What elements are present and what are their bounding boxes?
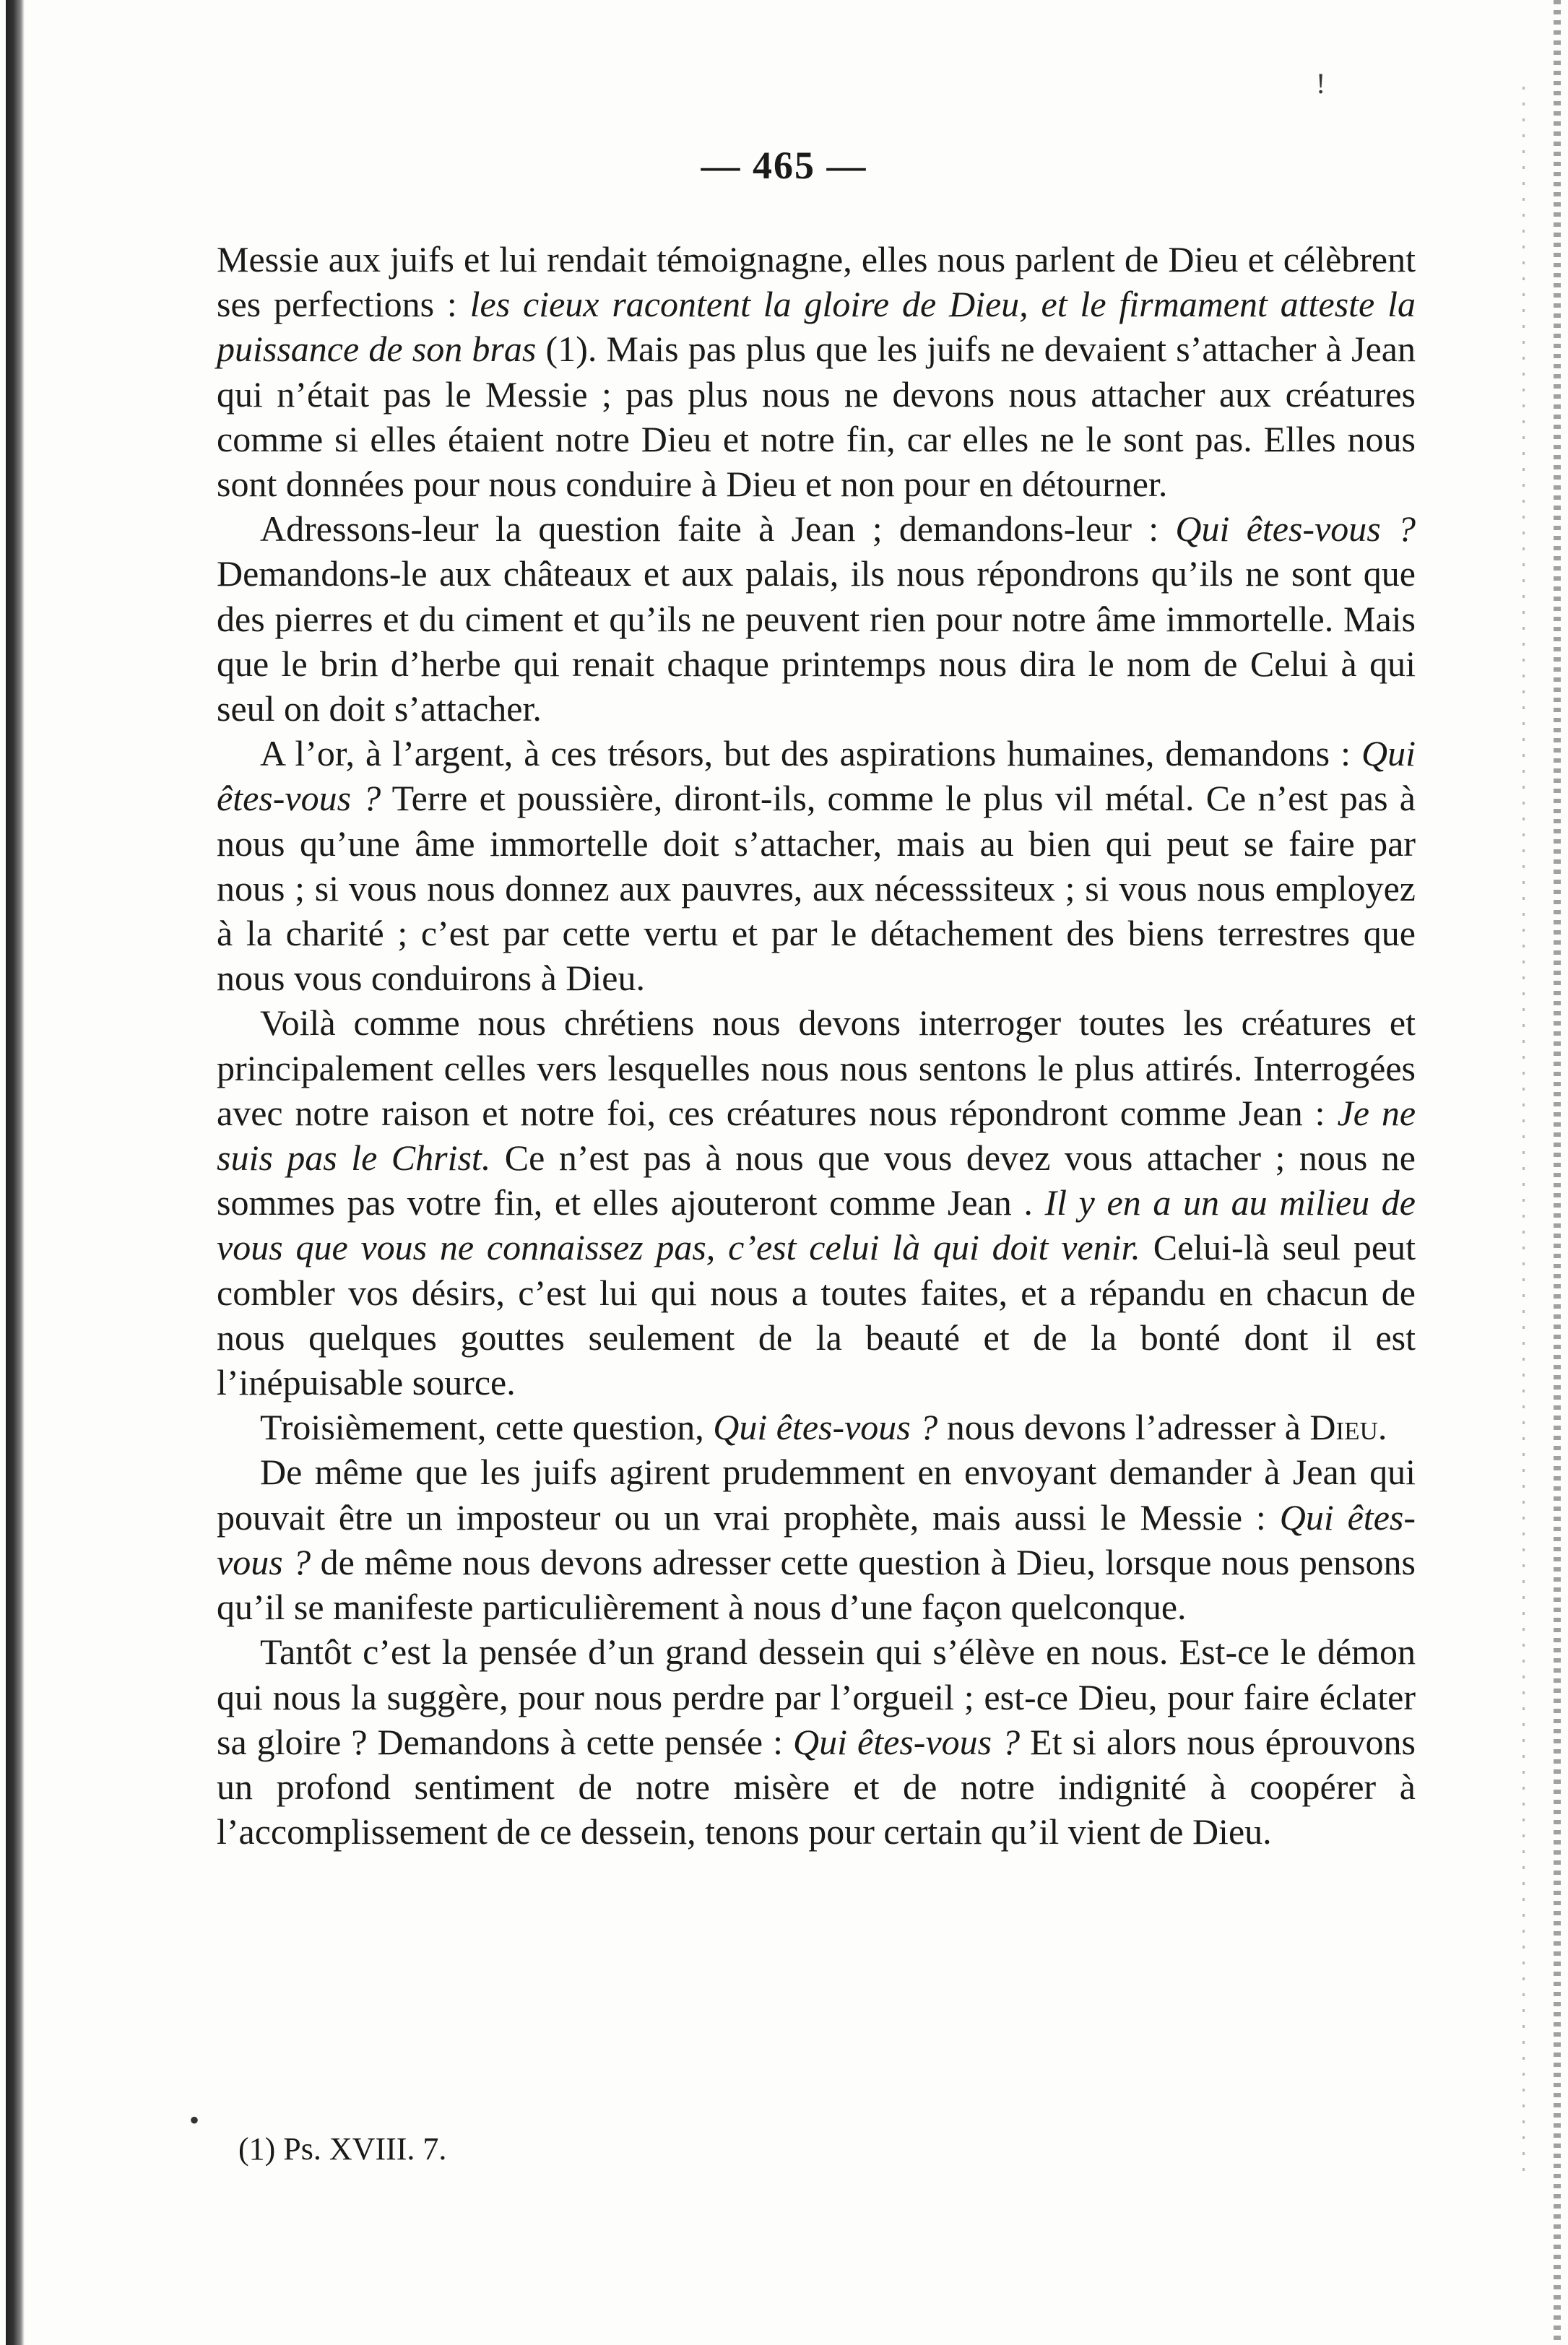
- page-number: — 465 —: [701, 144, 867, 187]
- paragraph: [217, 1000, 1416, 1405]
- paragraph: [217, 1405, 1416, 1449]
- italic-quote: Qui êtes-vous ?: [217, 733, 1416, 819]
- text-run: (1). Mais pas plus que les juifs ne devaient s’attacher à Jean qui n’était pas le Messie ; pas plus nous ne devons nous attacher aux créatures comme si elles étaient notre Dieu et notre fin, car elles ne le sont pas. Elles nous sont données pour nous conduire à Dieu et non pour en détourner.: [217, 329, 1416, 505]
- binding-edge-right: [1554, 0, 1561, 2345]
- text-run: Et si alors nous éprouvons un profond sentiment de notre misère et de notre indignité à coopérer à l’accomplissement de ce dessein, tenons pour certain qu’il vient de Dieu.: [217, 1721, 1416, 1852]
- text-run: Demandons-le aux châteaux et aux palais, ils nous répondrons qu’ils ne sont que des pierres et du ciment et qu’ils ne peuvent rien pour notre âme immortelle. Mais que le brin d’herbe qui renait chaque printemps nous dira le nom de Celui à qui seul on doit s’attacher.: [217, 553, 1416, 729]
- text-run: Tantôt c’est la pensée d’un grand dessein qui s’élève en nous. Est-ce le démon qui nous la suggère, pour nous perdre par l’orgueil ; est-ce Dieu, pour faire éclater sa gloire ? Demandons à cette pensée :: [217, 1631, 1416, 1762]
- text-run: Voilà comme nous chrétiens nous devons interroger toutes les créatures et principalement celles vers lesquelles nous nous sentons le plus attirés. Interrogées avec notre raison et notre foi, ces créatures nous répondront comme Jean :: [217, 1002, 1416, 1133]
- footnote: (1) Ps. XVIII. 7.: [238, 2131, 447, 2167]
- text-run: Adressons-leur la question faite à Jean ; demandons-leur :: [260, 508, 1176, 550]
- italic-quote: Qui êtes-vous ?: [1175, 508, 1416, 550]
- stray-dot: •: [189, 2104, 200, 2136]
- paragraph: [217, 237, 1416, 506]
- text-run: De même que les juifs agirent prudemment en envoyant demander à Jean qui pouvait être un imposteur ou un vrai prophète, mais aussi le Messie :: [217, 1452, 1416, 1538]
- italic-quote: Qui êtes-vous ?: [217, 1496, 1416, 1582]
- italic-quote: les cieux racontent la gloire de Dieu, et le firmament atteste la puissance de son bras: [217, 284, 1416, 370]
- body-text: [217, 237, 1416, 1854]
- text-run: Ce n’est pas à nous que vous devez vous attacher ; nous ne sommes pas votre fin, et elles ajouteront comme Jean .: [217, 1137, 1416, 1223]
- paragraph: [217, 731, 1416, 1000]
- text-run: de même nous devons adresser cette question à Dieu, lorsque nous pensons qu’il se manifeste particulièrement à nous d’une façon quelconque.: [217, 1541, 1416, 1628]
- small-caps-word: Dieu: [1309, 1407, 1378, 1448]
- text-run: .: [1377, 1407, 1387, 1448]
- paragraph: [217, 1449, 1416, 1629]
- page-edge-marks: [1522, 87, 1525, 2181]
- binding-edge-left: [6, 0, 25, 2345]
- text-run: Celui-là seul peut combler vos désirs, c’est lui qui nous a toutes faites, et a répandu en chacun de nous quelques gouttes seulement de la beauté et de la bonté dont il est l’inépuisable source.: [217, 1227, 1416, 1403]
- paragraph: [217, 506, 1416, 731]
- paragraph: [217, 1629, 1416, 1854]
- italic-quote: Il y en a un au milieu de vous que vous ne connaissez pas, c’est celui là qui doit venir.: [217, 1182, 1416, 1268]
- text-run: Terre et poussière, diront-ils, comme le plus vil métal. Ce n’est pas à nous qu’une âme immortelle doit s’attacher, mais au bien qui peut se faire par nous ; si vous nous donnez aux pauvres, aux nécesssiteux ; si vous nous employez à la charité ; c’est par cette vertu et par le détachement des biens terrestres que nous vous conduirons à Dieu.: [217, 778, 1416, 999]
- text-run: Messie aux juifs et lui rendait témoignagne, elles nous parlent de Dieu et célèbrent ses perfections :: [217, 239, 1416, 325]
- italic-quote: Qui êtes-vous ?: [713, 1407, 938, 1448]
- text-run: Troisièmement, cette question,: [260, 1407, 714, 1448]
- italic-quote: Je ne suis pas le Christ.: [217, 1092, 1416, 1179]
- text-run: A l’or, à l’argent, à ces trésors, but des aspirations humaines, demandons :: [260, 733, 1361, 774]
- text-run: nous devons l’adresser à: [937, 1407, 1310, 1448]
- stray-mark: !: [1316, 67, 1326, 100]
- italic-quote: Qui êtes-vous ?: [793, 1721, 1021, 1762]
